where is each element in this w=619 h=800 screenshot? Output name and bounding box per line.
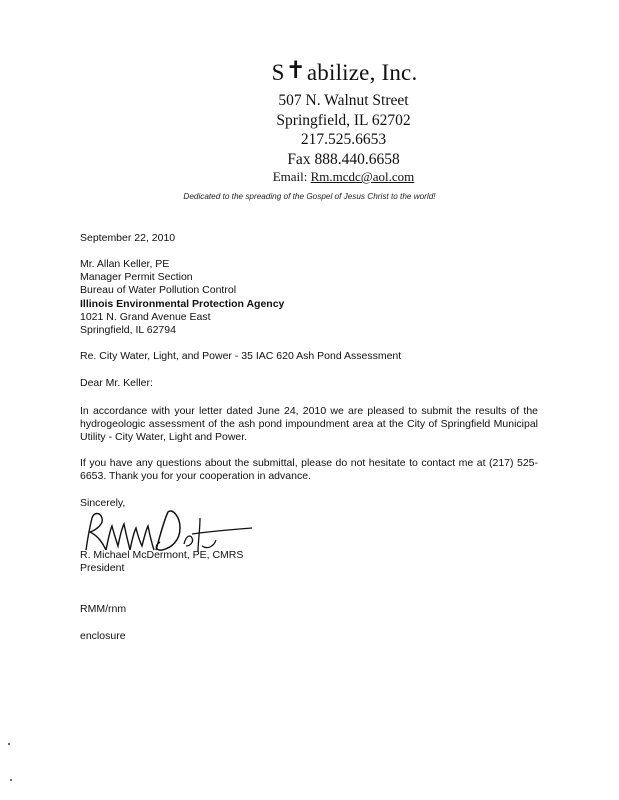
signer-title: President [80,562,125,575]
company-city: Springfield, IL 62702 [276,111,411,129]
letter-enclosure: enclosure [80,630,126,642]
email-link[interactable]: Rm.mcdc@aol.com [310,169,415,184]
motto: Dedicated to the spreading of the Gospel of Jesus Christ to the world! [183,192,436,201]
recipient-title: Manager Permit Section [80,271,193,284]
letterhead [0,55,619,185]
letter-closing: Sincerely, [80,497,126,509]
letter-paragraph-1: In accordance with your letter dated June 24, 2010 we are pleased to submit the results of the hydrogeologic assessment of the ash pond impoundment area at the City of Springfield Municipal Utility - City Water, Light and Power. [80,405,538,444]
letter-subject: Re. City Water, Light, and Power - 35 IAC 620 Ash Pond Assessment [80,350,402,362]
scan-speck [10,779,12,781]
recipient-agency: Illinois Environmental Protection Agency [80,297,285,310]
letter-paragraph-2: If you have any questions about the submittal, please do not hesitate to contact me at (217) 525-6653. Thank you for your cooperation in advance. [80,457,538,483]
email-label: Email: [272,169,308,184]
recipient-city: Springfield, IL 62794 [80,324,176,337]
signer-name: R. Michael McDermont, PE, CMRS [80,549,244,561]
company-phone: 217.525.6653 [300,131,387,148]
company-name-prefix: S [271,60,285,85]
letter-salutation: Dear Mr. Keller: [80,377,153,389]
cross-icon: ✝ [285,58,306,84]
signer-block [80,549,538,575]
letter-date: September 22, 2010 [80,232,176,244]
company-email-line [68,169,619,185]
recipient-name: Mr. Allan Keller, PE [80,258,170,270]
recipient-block [80,258,538,337]
scan-speck [8,743,10,745]
letter-initials: RMM/rnm [80,603,127,615]
recipient-bureau: Bureau of Water Pollution Control [80,284,237,297]
company-street: 507 N. Walnut Street [278,92,409,109]
company-name [70,55,619,91]
recipient-street: 1021 N. Grand Avenue East [80,310,211,323]
company-fax: Fax 888.440.6658 [287,150,400,168]
company-name-suffix: abilize, Inc. [306,60,418,85]
